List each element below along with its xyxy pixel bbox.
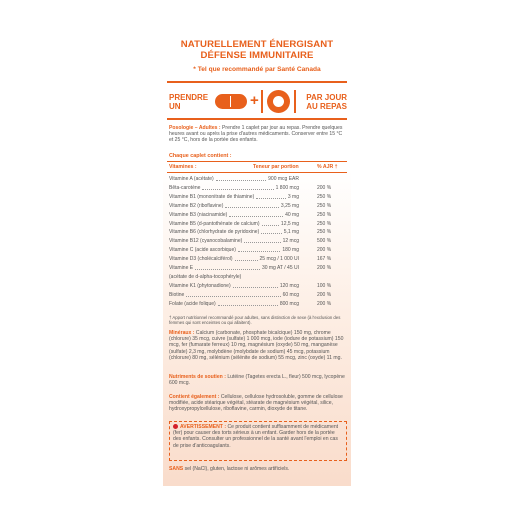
table-row (169, 301, 347, 308)
vitamin-amount: 25 mcg / 1 000 UI (259, 256, 299, 263)
vitamin-name: Vitamine C (acide ascorbique) (169, 247, 236, 254)
vitamin-ajr: 100 % (317, 282, 332, 289)
plate-icon (267, 90, 290, 113)
vitamin-ajr: 500 % (317, 238, 332, 245)
vitamin-amount: 30 mg AT / 45 UI (261, 265, 299, 271)
posology-body: Prendre 1 caplet par jour au repas. Prendre quelques heures avant ou après la prise d'autres médicaments. Conserver entre 15 °C et 25 °C, hors de la portée des enfants. (169, 125, 343, 144)
caplet-icon (215, 94, 247, 109)
also-body: Cellulose, cellulose hydrosoluble, gomme de cellulose modifiée, acide stéarique végétal, stéarate de magnésium végétal, silice, hydroxypropylcellulose, riboflavine, carmin, dioxyde de titane. (169, 394, 343, 413)
table-row (169, 194, 347, 201)
vitamin-name: Vitamine E (169, 265, 194, 271)
take-line-1: PRENDRE (169, 93, 209, 102)
per-day-line-2: AU REPAS (306, 102, 347, 111)
table-row (169, 221, 347, 228)
vitamin-name: Vitamine A (acétate) (169, 176, 214, 182)
dot-leader (235, 260, 258, 261)
table-header-rule (167, 172, 347, 173)
table-top-rule (167, 161, 347, 162)
warning-box (169, 421, 347, 461)
take-text (169, 93, 208, 111)
table-row (169, 176, 347, 183)
table-row (169, 265, 347, 272)
dot-leader (225, 207, 279, 208)
minerals-label: Minéraux : (169, 330, 195, 336)
subtitle: * Tel que recommandé par Santé Canada (193, 66, 321, 73)
vitamin-name: Biotine (169, 291, 185, 298)
top-rule (167, 81, 347, 83)
vitamin-amount: 5,1 mg (283, 229, 299, 236)
support-nutrients-text (169, 374, 347, 386)
vitamin-name: Vitamine B3 (niacinamide) (169, 211, 228, 218)
plus-sign: + (250, 92, 259, 109)
table-header (167, 163, 347, 171)
support-label: Nutriments de soutien : (169, 374, 226, 380)
dot-leader (216, 180, 266, 181)
dot-leader (202, 189, 274, 190)
title-line-2: DÉFENSE IMMUNITAIRE (200, 50, 314, 61)
vitamin-amount: 180 mg (282, 247, 299, 254)
dot-leader (195, 269, 260, 270)
posology-text (169, 125, 347, 144)
dot-leader (261, 233, 282, 234)
vitamin-name: Vitamine B2 (riboflavine) (169, 202, 224, 209)
minerals-text (169, 330, 347, 361)
vitamin-ajr: 250 % (317, 211, 332, 218)
minerals-body: Calcium (carbonate, phosphate bicalcique) 150 mg, chrome (chlorure) 35 mcg, cuivre (sulfate) 1 000 mcg, iode (iodure de potassium) 150 mcg, fer (fumarate ferreux) 10 mg, magnésium (oxyde) 50 mg, manganèse (sulfate) 2,3 mg, molybdène (molybdate de sodium) 45 mcg, potassium (chlorure) 80 mg, sélénium (sélénite de sodium) 55 mcg, zinc (oxyde) 11 mg. (169, 330, 344, 361)
dot-leader (244, 242, 281, 243)
vitamin-amount: 800 mcg (279, 300, 299, 307)
dot-leader (186, 296, 281, 297)
vitamin-amount: 120 mcg (279, 282, 299, 289)
warning-text (173, 424, 343, 449)
vitamin-name: Vitamine D3 (cholécalciférol) (169, 256, 233, 263)
vitamin-amount: 3 mg (287, 193, 299, 200)
posology-label: Posologie – Adultes : (169, 125, 221, 131)
vitamin-amount: 12 mcg (282, 238, 299, 245)
table-row (169, 292, 347, 299)
vitamin-ajr: 200 % (317, 184, 332, 191)
warning-label: AVERTISSEMENT : (180, 424, 227, 430)
dot-leader (256, 198, 286, 199)
take-line-2: UN (169, 102, 181, 111)
vitamin-ajr: 200 % (317, 265, 332, 271)
free-of-label: SANS (169, 466, 184, 472)
vitamin-name: Folate (acide folique) (169, 300, 216, 307)
warning-body: Ce produit contient suffisamment de médicament (fer) pour causer des torts sérieux à un enfant. Garder hors de la portée des enfants. Consulter un professionnel de la santé avant l'emploi en cas de prise d'anticoagulants. (173, 424, 339, 449)
middle-rule (167, 118, 347, 120)
table-row (169, 238, 347, 245)
vitamin-name: Vitamine B1 (mononitrate de thiamine) (169, 193, 255, 200)
table-row (169, 247, 347, 254)
vitamin-ajr: 167 % (317, 256, 332, 263)
table-row (169, 203, 347, 210)
label-panel (163, 34, 351, 486)
col-amount: Teneur par portion (253, 164, 299, 170)
dot-leader (238, 251, 280, 252)
vitamin-amount: 1 800 mcg (275, 184, 299, 191)
col-ajr: % AJR † (317, 164, 338, 170)
dot-leader (262, 225, 279, 226)
vitamin-name: (acétate de d-alpha-tocophéryle) (169, 273, 242, 280)
vitamin-amount: 60 mcg (282, 291, 299, 298)
vitamin-ajr: 200 % (317, 247, 332, 254)
support-body: Lutéine (Tagetes erecta L., fleur) 500 mcg, lycopène 600 mcg. (169, 374, 345, 387)
free-of-body: sel (NaCl), gluten, lactose ni arômes artificiels. (184, 466, 290, 472)
col-vitamins: Vitamines : (169, 164, 197, 170)
dot-leader (218, 305, 278, 306)
vitamin-name: Vitamine B5 (d-pantothénate de calcium) (169, 220, 260, 227)
per-day-line-1: PAR JOUR (306, 93, 347, 102)
vitamin-ajr: 250 % (317, 220, 332, 227)
vitamin-name: Vitamine K1 (phytonadione) (169, 282, 231, 289)
also-contains-text (169, 394, 347, 413)
vitamin-ajr: 250 % (317, 193, 332, 200)
table-row (169, 256, 347, 263)
free-of-text (169, 466, 347, 472)
knife-icon (294, 90, 296, 113)
vitamin-ajr: 250 % (317, 229, 332, 236)
table-row (169, 274, 347, 281)
fork-icon (261, 90, 263, 113)
vitamin-ajr: 200 % (317, 291, 332, 298)
dot-leader (233, 287, 278, 288)
vitamin-amount: 3,25 mg (280, 202, 299, 209)
vitamin-amount: 900 mcg EAR (268, 176, 299, 182)
table-row (169, 185, 347, 192)
title-line-1: NATURELLEMENT ÉNERGISANT (180, 39, 334, 50)
also-label: Contient également : (169, 394, 220, 400)
table-row (169, 283, 347, 290)
warning-dot-icon (173, 424, 178, 429)
caplet-contains-heading: Chaque caplet contient : (169, 153, 232, 159)
table-row (169, 212, 347, 219)
table-row (169, 229, 347, 236)
vitamin-name: Bêta-carotène (169, 184, 201, 191)
footnote: † Apport nutritionnel recommandé pour adultes, sans distinction de sexe (à l'exclusion des femmes qui sont enceintes ou qui allaitent). (169, 315, 341, 326)
dot-leader (229, 216, 283, 217)
vitamin-ajr: 250 % (317, 202, 332, 209)
vitamin-amount: 12,5 mg (280, 220, 299, 227)
per-day-text (303, 93, 347, 111)
vitamin-amount: 40 mg (285, 211, 299, 218)
vitamin-name: Vitamine B6 (chlorhydrate de pyridoxine) (169, 229, 260, 236)
vitamin-name: Vitamine B12 (cyanocobalamine) (169, 238, 243, 245)
vitamin-ajr: 200 % (317, 300, 332, 307)
